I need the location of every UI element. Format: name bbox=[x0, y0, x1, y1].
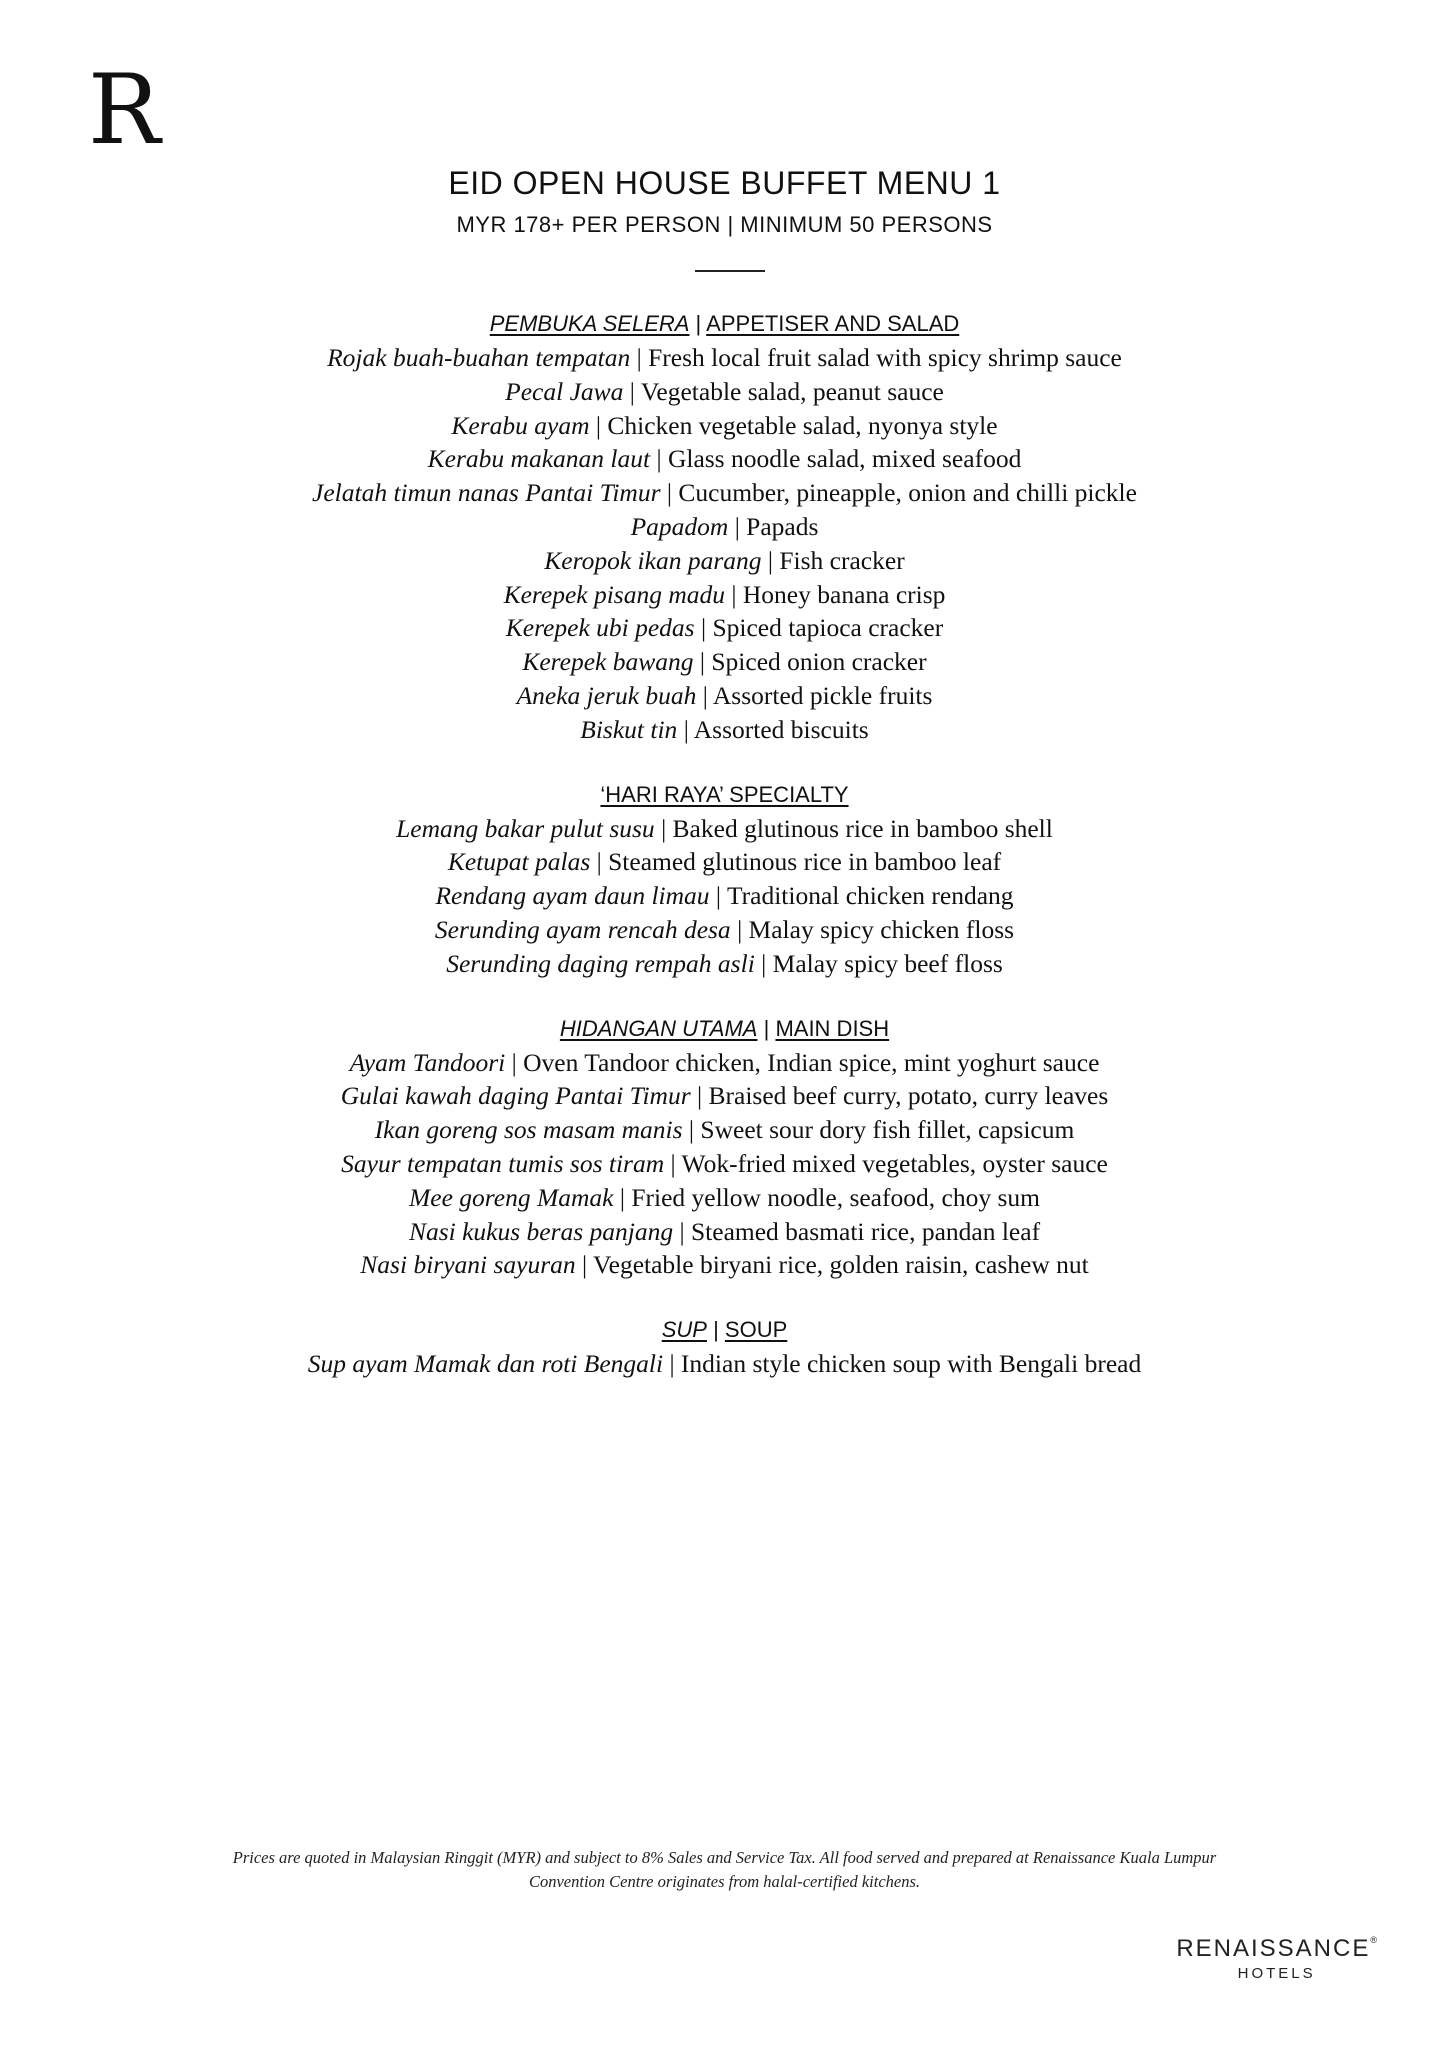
item-malay: Jelatah timun nanas Pantai Timur bbox=[312, 478, 661, 508]
item-separator: | bbox=[728, 511, 747, 541]
menu-item bbox=[0, 578, 1449, 612]
item-malay: Rendang ayam daun limau bbox=[435, 881, 710, 911]
section-soup bbox=[0, 1313, 1449, 1381]
section-heading-full: ‘HARI RAYA’ SPECIALTY bbox=[600, 781, 849, 807]
item-separator: | bbox=[623, 376, 641, 406]
section-heading bbox=[0, 778, 1449, 812]
item-english: Fried yellow noodle, seafood, choy sum bbox=[631, 1182, 1040, 1212]
item-english: Glass noodle salad, mixed seafood bbox=[667, 444, 1022, 474]
menu-item bbox=[0, 713, 1449, 747]
item-separator: | bbox=[630, 343, 649, 372]
section-heading-separator: | bbox=[706, 1317, 725, 1343]
item-separator: | bbox=[673, 1216, 691, 1246]
item-malay: Gulai kawah daging Pantai Timur bbox=[340, 1081, 691, 1111]
item-english: Steamed basmati rice, pandan leaf bbox=[691, 1216, 1041, 1246]
section-heading bbox=[0, 1313, 1449, 1347]
item-english: Malay spicy beef floss bbox=[772, 948, 1003, 978]
item-separator: | bbox=[754, 948, 773, 978]
item-english: Indian style chicken soup with Bengali bread bbox=[680, 1349, 1142, 1379]
menu-item bbox=[0, 913, 1449, 947]
item-english: Fish cracker bbox=[779, 545, 905, 575]
item-malay: Aneka jeruk buah bbox=[516, 680, 697, 710]
menu-item bbox=[0, 1347, 1449, 1381]
item-english: Assorted pickle fruits bbox=[712, 680, 933, 710]
item-separator: | bbox=[696, 680, 713, 710]
item-separator: | bbox=[590, 847, 609, 877]
item-separator: | bbox=[761, 545, 780, 575]
menu-subtitle: MYR 178+ PER PERSON | MINIMUM 50 PERSONS bbox=[456, 212, 993, 237]
item-separator: | bbox=[690, 1081, 709, 1111]
section-heading-malay: HIDANGAN UTAMA bbox=[559, 1015, 758, 1041]
item-malay: Mee goreng Mamak bbox=[409, 1182, 614, 1212]
item-english: Cucumber, pineapple, onion and chilli pickle bbox=[678, 478, 1137, 508]
menu-item bbox=[0, 645, 1449, 679]
registered-mark: ® bbox=[1370, 1935, 1377, 1945]
menu-item bbox=[0, 1181, 1449, 1215]
item-english: Traditional chicken rendang bbox=[726, 881, 1014, 911]
item-malay: Keropok ikan parang bbox=[544, 545, 762, 575]
item-separator: | bbox=[664, 1148, 682, 1178]
menu-title: EID OPEN HOUSE BUFFET MENU 1 bbox=[448, 165, 1001, 201]
menu-item bbox=[0, 879, 1449, 913]
section-heading-separator: | bbox=[757, 1015, 776, 1041]
section-heading-english: SOUP bbox=[724, 1317, 788, 1343]
menu-body bbox=[0, 307, 1449, 1412]
footnote-line-1: Prices are quoted in Malaysian Ringgit (MYR) and subject to 8% Sales and Service Tax. All food served and prepared at Renaissance Kuala Lumpur bbox=[232, 1848, 1217, 1867]
item-separator: | bbox=[694, 613, 713, 643]
item-english: Spiced onion cracker bbox=[711, 647, 927, 677]
item-english: Oven Tandoor chicken, Indian spice, mint yoghurt sauce bbox=[523, 1047, 1100, 1077]
item-malay: Kerepek ubi pedas bbox=[505, 613, 695, 643]
item-malay: Biskut tin bbox=[580, 714, 678, 744]
section-heading bbox=[0, 307, 1449, 341]
item-english: Wok-fried mixed vegetables, oyster sauce bbox=[681, 1148, 1108, 1178]
item-english: Honey banana crisp bbox=[742, 579, 946, 609]
item-malay: Sayur tempatan tumis sos tiram bbox=[341, 1148, 665, 1178]
item-english: Papads bbox=[746, 511, 819, 541]
item-malay: Papadom bbox=[630, 511, 729, 541]
item-separator: | bbox=[575, 1250, 594, 1280]
renaissance-hotels-logo bbox=[1176, 1935, 1377, 1982]
item-malay: Kerabu ayam bbox=[451, 410, 590, 440]
item-separator: | bbox=[650, 444, 668, 474]
item-malay: Ikan goreng sos masam manis bbox=[374, 1115, 683, 1145]
item-malay: Ayam Tandoori bbox=[349, 1047, 506, 1077]
item-separator: | bbox=[725, 579, 743, 609]
item-separator: | bbox=[613, 1182, 632, 1212]
brand-sub: HOTELS bbox=[1237, 1965, 1316, 1982]
footnote-line-2: Convention Centre originates from halal-certified kitchens. bbox=[528, 1872, 921, 1891]
section-heading-separator: | bbox=[689, 311, 707, 336]
item-malay: Serunding ayam rencah desa bbox=[434, 914, 731, 944]
section-appetiser bbox=[0, 307, 1449, 747]
item-malay: Sup ayam Mamak dan roti Bengali bbox=[307, 1349, 664, 1379]
item-malay: Pecal Jawa bbox=[505, 376, 624, 406]
section-heading bbox=[0, 1012, 1449, 1046]
menu-item bbox=[0, 544, 1449, 578]
item-english: Assorted biscuits bbox=[693, 714, 869, 744]
item-malay: Nasi biryani sayuran bbox=[360, 1250, 576, 1280]
item-malay: Rojak buah-buahan tempatan bbox=[327, 343, 631, 372]
menu-item bbox=[0, 341, 1449, 375]
brand-name-text: RENAISSANCE bbox=[1176, 1935, 1371, 1962]
item-separator: | bbox=[682, 1115, 701, 1145]
menu-item bbox=[0, 1215, 1449, 1249]
item-separator: | bbox=[663, 1349, 681, 1379]
item-malay: Kerepek pisang madu bbox=[503, 579, 726, 609]
item-english: Malay spicy chicken floss bbox=[748, 914, 1015, 944]
menu-item bbox=[0, 1079, 1449, 1113]
menu-item bbox=[0, 611, 1449, 645]
item-separator: | bbox=[677, 714, 694, 744]
item-english: Chicken vegetable salad, nyonya style bbox=[607, 410, 998, 440]
menu-item bbox=[0, 845, 1449, 879]
menu-item bbox=[0, 442, 1449, 476]
item-english: Spiced tapioca cracker bbox=[712, 613, 944, 643]
item-english: Braised beef curry, potato, curry leaves bbox=[708, 1081, 1109, 1111]
item-malay: Serunding daging rempah asli bbox=[446, 948, 755, 978]
section-heading-english: APPETISER AND SALAD bbox=[706, 311, 960, 336]
menu-item bbox=[0, 409, 1449, 443]
section-heading-malay: SUP bbox=[661, 1317, 707, 1343]
item-english: Fresh local fruit salad with spicy shrimp sauce bbox=[648, 343, 1122, 372]
section-main-dish bbox=[0, 1012, 1449, 1283]
item-separator: | bbox=[660, 478, 679, 508]
item-separator: | bbox=[730, 914, 749, 944]
menu-item bbox=[0, 1113, 1449, 1147]
menu-item bbox=[0, 1248, 1449, 1282]
item-separator: | bbox=[505, 1047, 524, 1077]
item-separator: | bbox=[709, 881, 727, 911]
section-heading-english: MAIN DISH bbox=[775, 1015, 890, 1041]
item-malay: Kerepek bawang bbox=[522, 647, 694, 677]
menu-item bbox=[0, 476, 1449, 510]
item-english: Vegetable biryani rice, golden raisin, cashew nut bbox=[593, 1250, 1089, 1280]
item-malay: Kerabu makanan laut bbox=[427, 444, 651, 474]
section-hari-raya-specialty bbox=[0, 778, 1449, 981]
brand-name bbox=[1176, 1935, 1377, 1963]
menu-item bbox=[0, 812, 1449, 846]
renaissance-r-logo: R bbox=[88, 54, 161, 166]
menu-item bbox=[0, 947, 1449, 981]
title-divider bbox=[695, 270, 765, 272]
menu-item bbox=[0, 679, 1449, 713]
item-separator: | bbox=[654, 813, 673, 843]
item-malay: Nasi kukus beras panjang bbox=[408, 1216, 674, 1246]
item-separator: | bbox=[693, 647, 712, 677]
item-english: Baked glutinous rice in bamboo shell bbox=[672, 813, 1053, 843]
menu-item bbox=[0, 1046, 1449, 1080]
section-heading-malay: PEMBUKA SELERA bbox=[489, 311, 690, 336]
item-english: Sweet sour dory fish fillet, capsicum bbox=[700, 1115, 1075, 1145]
footnote bbox=[160, 1846, 1289, 1894]
item-english: Vegetable salad, peanut sauce bbox=[640, 376, 944, 406]
menu-item bbox=[0, 375, 1449, 409]
menu-item bbox=[0, 1147, 1449, 1181]
menu-item bbox=[0, 510, 1449, 544]
item-malay: Lemang bakar pulut susu bbox=[396, 813, 655, 843]
item-malay: Ketupat palas bbox=[447, 847, 591, 877]
item-english: Steamed glutinous rice in bamboo leaf bbox=[608, 847, 1002, 877]
item-separator: | bbox=[589, 410, 608, 440]
